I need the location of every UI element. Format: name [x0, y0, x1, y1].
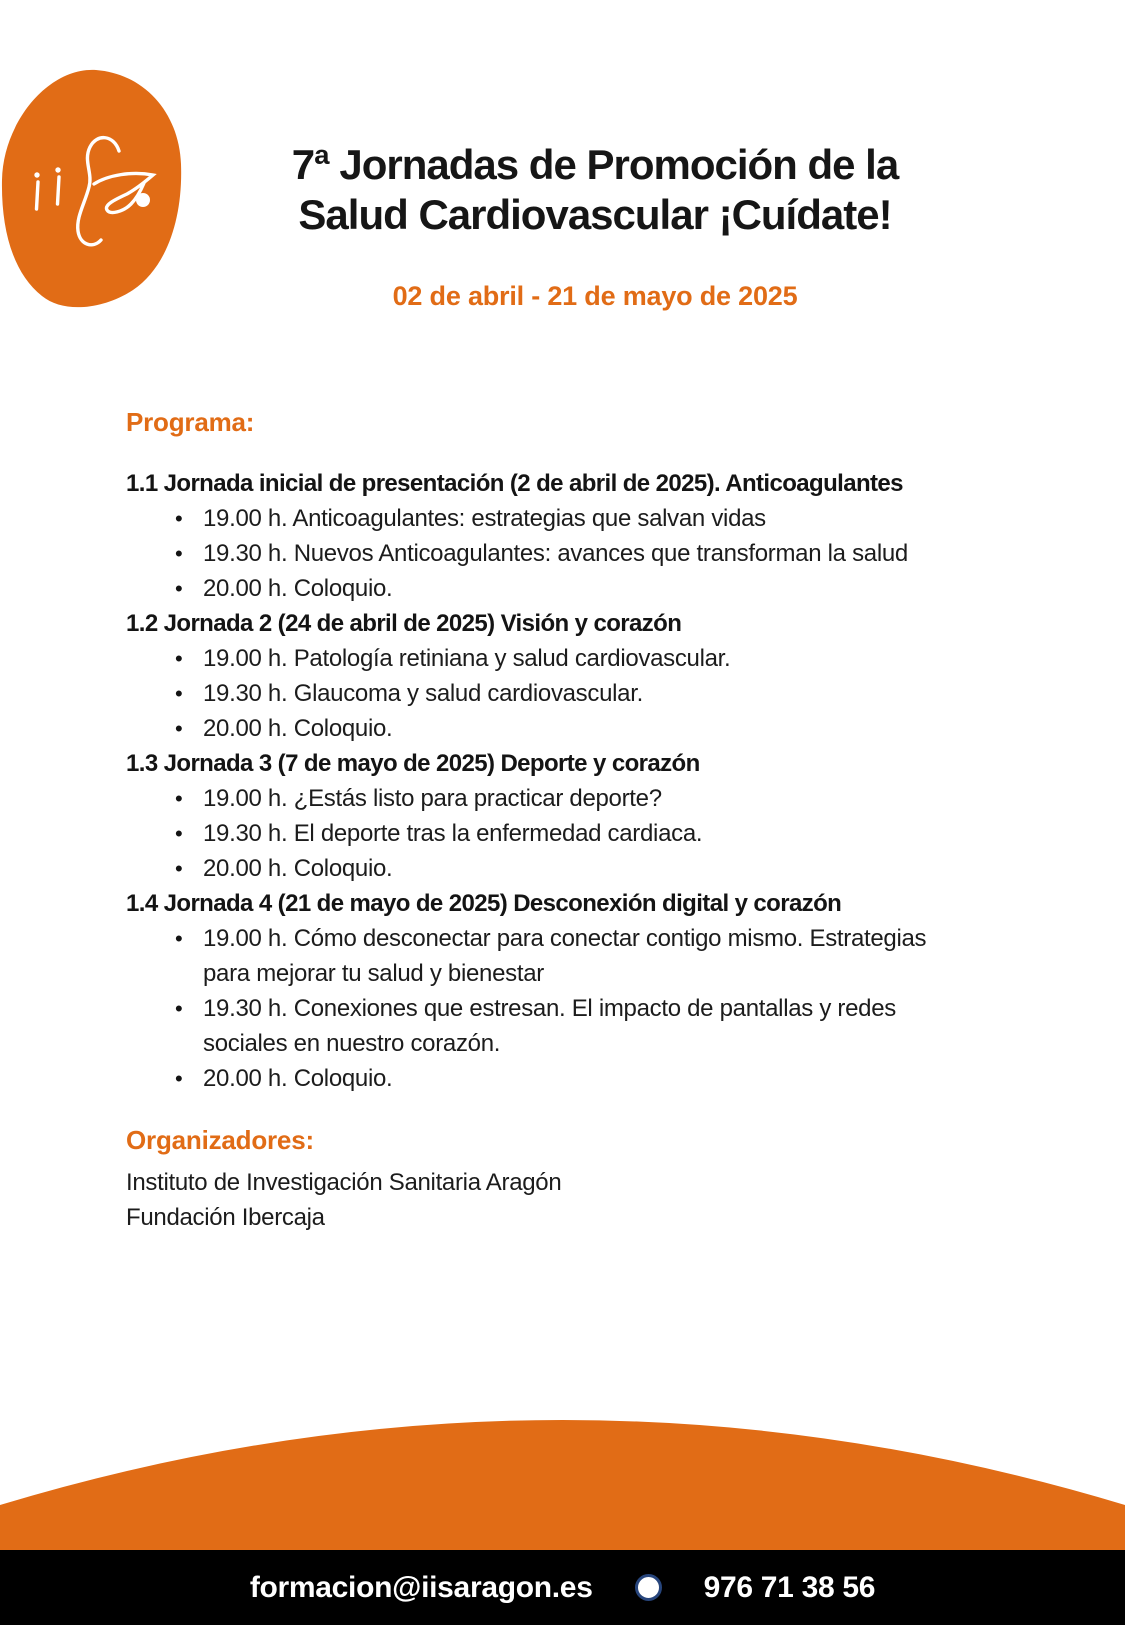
section-list-4	[126, 921, 969, 1096]
section-list-1	[126, 501, 969, 606]
section-title-1: 1.1 Jornada inicial de presentación (2 de abril de 2025). Anticoagulantes	[126, 470, 903, 497]
program	[126, 402, 1106, 1235]
section-title-3: 1.3 Jornada 3 (7 de mayo de 2025) Deporte y corazón	[126, 750, 700, 777]
program-item: • 20.00 h. Coloquio.	[203, 571, 969, 606]
program-item: • 19.30 h. Nuevos Anticoagulantes: avances que transforman la salud	[203, 536, 969, 571]
program-item: • 20.00 h. Coloquio.	[203, 711, 969, 746]
program-heading: Programa:	[126, 407, 255, 437]
organizers	[126, 1120, 1106, 1235]
program-item: • 19.00 h. Cómo desconectar para conectar contigo mismo. Estrategias para mejorar tu salud y bienestar	[203, 921, 969, 991]
program-item: • 19.00 h. Anticoagulantes: estrategias que salvan vidas	[203, 501, 969, 536]
section-title-4: 1.4 Jornada 4 (21 de mayo de 2025) Desconexión digital y corazón	[126, 890, 842, 917]
separator-dot-icon	[635, 1574, 662, 1601]
section-list-3	[126, 781, 969, 886]
program-item: • 19.30 h. Glaucoma y salud cardiovascular.	[203, 676, 969, 711]
iisa-logo	[0, 68, 186, 310]
section-list-2	[126, 641, 969, 746]
organizer-item: Fundación Ibercaja	[126, 1204, 325, 1231]
program-item: • 20.00 h. Coloquio.	[203, 1061, 969, 1096]
program-item: • 19.30 h. Conexiones que estresan. El impacto de pantallas y redes sociales en nuestro corazón.	[203, 991, 969, 1061]
logo-dot	[136, 193, 150, 207]
footer	[0, 1550, 1125, 1625]
program-item: • 19.00 h. ¿Estás listo para practicar deporte?	[203, 781, 969, 816]
program-item: • 19.00 h. Patología retiniana y salud cardiovascular.	[203, 641, 969, 676]
logo-blob	[2, 70, 181, 307]
header	[230, 140, 960, 312]
page-title	[230, 140, 960, 240]
organizer-item: Instituto de Investigación Sanitaria Aragón	[126, 1169, 562, 1196]
date-range: 02 de abril - 21 de mayo de 2025	[392, 281, 798, 311]
footer-phone: 976 71 38 56	[703, 1570, 876, 1604]
organizers-heading: Organizadores:	[126, 1125, 314, 1155]
title-line-1: 7ª Jornadas de Promoción de la	[291, 141, 899, 188]
program-item: • 19.30 h. El deporte tras la enfermedad cardiaca.	[203, 816, 969, 851]
title-line-2: Salud Cardiovascular ¡Cuídate!	[298, 191, 892, 238]
logo-i-dot	[34, 172, 39, 177]
section-title-2: 1.2 Jornada 2 (24 de abril de 2025) Visión y corazón	[126, 610, 682, 637]
program-item: • 20.00 h. Coloquio.	[203, 851, 969, 886]
logo-i-dot	[55, 167, 60, 172]
footer-email: formacion@iisaragon.es	[249, 1570, 593, 1604]
